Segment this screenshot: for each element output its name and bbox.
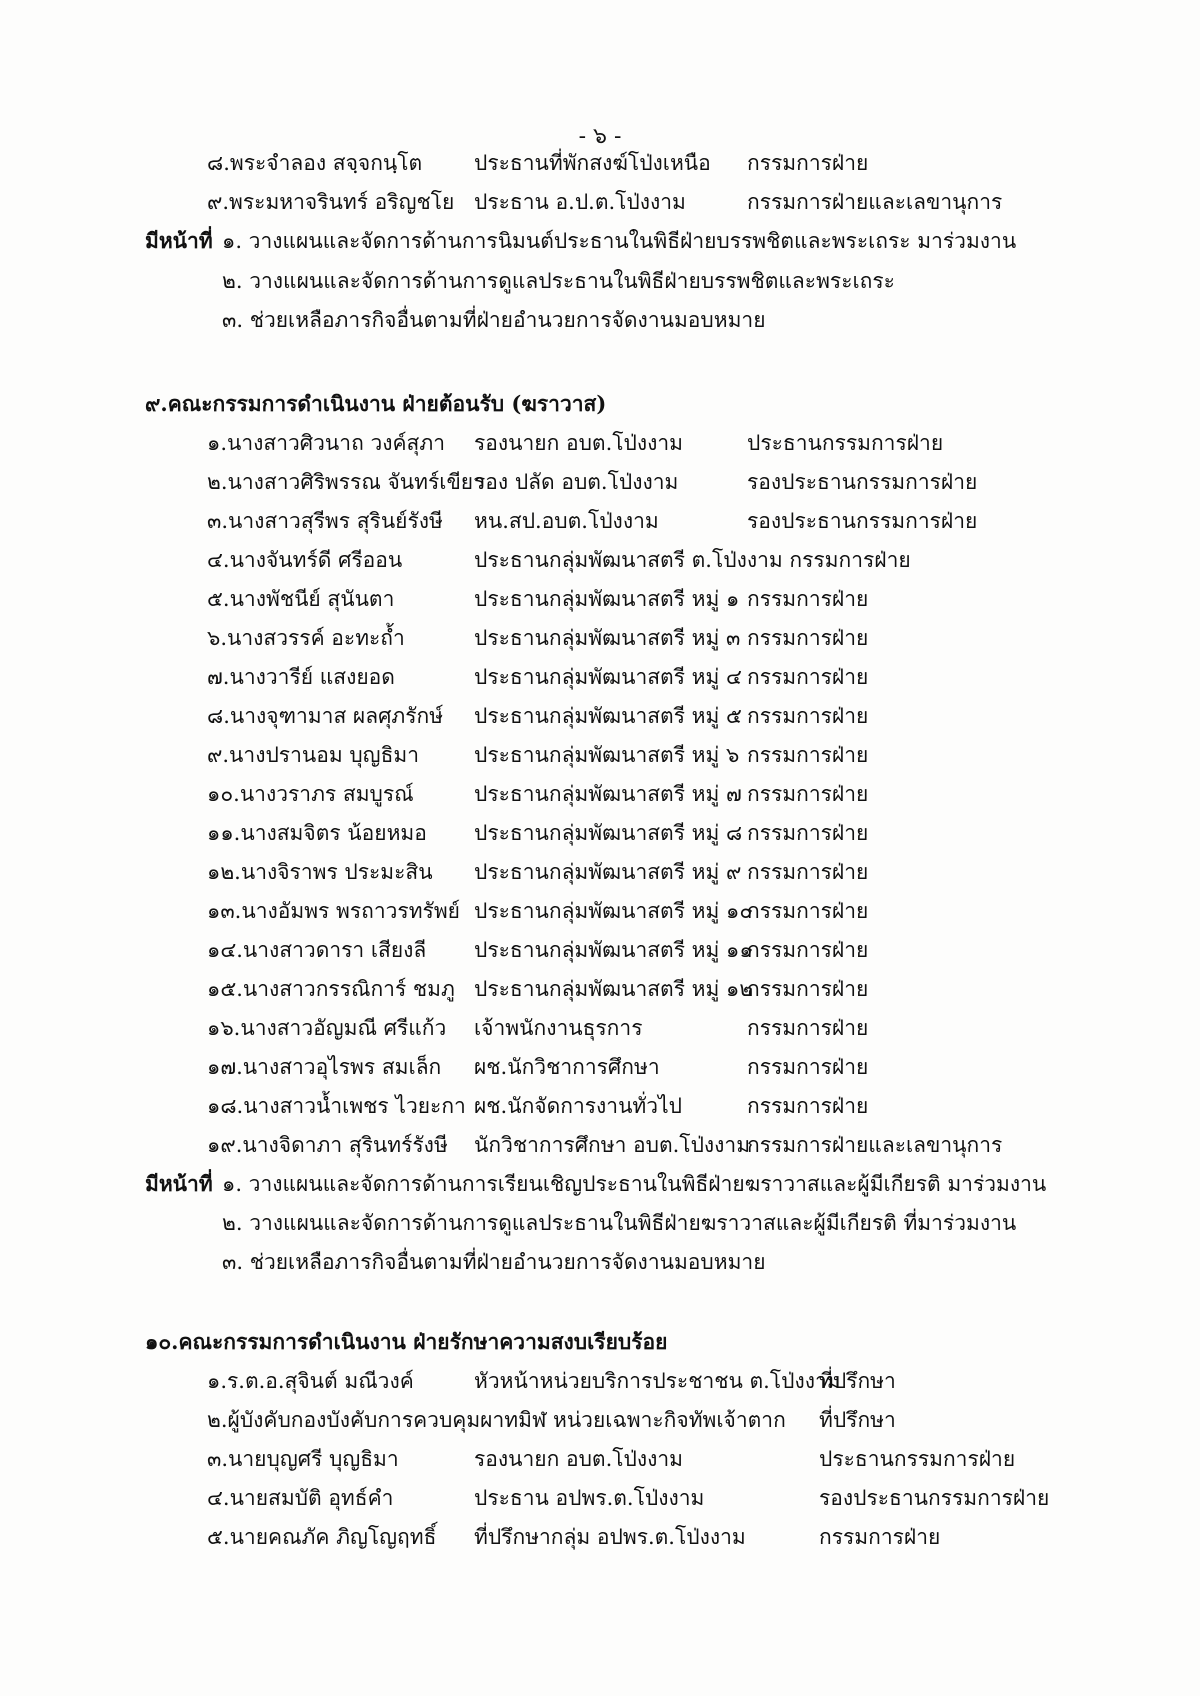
member-name: ๔.นายสมบัติ อุทธ์คำ <box>207 1486 394 1510</box>
duty-item: ๑. วางแผนและจัดการด้านการเรียนเชิญประธานในพิธีฝ่ายฆราวาสและผู้มีเกียรติ มาร่วมงาน <box>222 1172 1047 1196</box>
member-position: หัวหน้าหน่วยบริการประชาชน ต.โป่งงาม <box>474 1369 841 1393</box>
member-row <box>207 145 1107 181</box>
member-name: ๑๒.นางจิราพร ประมะสิน <box>207 860 433 884</box>
member-role: รองประธานกรรมการฝ่าย <box>747 509 978 533</box>
member-role: กรรมการฝ่าย <box>819 1525 941 1549</box>
section-heading: ๙.คณะกรรมการดำเนินงาน ฝ่ายต้อนรับ (ฆราวาส) <box>145 391 607 416</box>
member-row <box>207 1363 1107 1399</box>
member-name: ๒.ผู้บังคับกองบังคับการควบคุมผาทมิฬ หน่วยเฉพาะกิจทัพเจ้าตาก <box>207 1408 786 1432</box>
member-position: ประธานกลุ่มพัฒนาสตรี หมู่ ๑๐ <box>474 899 753 923</box>
member-role: รองประธานกรรมการฝ่าย <box>819 1486 1050 1510</box>
member-name: ๒.นางสาวศิริพรรณ จันทร์เขียว <box>207 470 485 494</box>
member-position: ประธานกลุ่มพัฒนาสตรี หมู่ ๖ <box>474 743 740 767</box>
member-name: ๑.นางสาวศิวนาถ วงค์สุภา <box>207 431 446 455</box>
member-role: กรรมการฝ่าย <box>747 860 869 884</box>
member-position: ประธานกลุ่มพัฒนาสตรี หมู่ ๘ <box>474 821 743 845</box>
member-name: ๑๔.นางสาวดารา เสียงลี <box>207 938 427 962</box>
member-position: ประธานกลุ่มพัฒนาสตรี หมู่ ๙ <box>474 860 742 884</box>
member-name: ๑๘.นางสาวน้ำเพชร ไวยะกา <box>207 1094 466 1118</box>
member-row <box>207 659 1107 695</box>
member-name: ๘.นางจุฑามาส ผลศุภรักษ์ <box>207 704 444 728</box>
member-name: ๗.นางวารีย์ แสงยอด <box>207 665 395 689</box>
member-role: รองประธานกรรมการฝ่าย <box>747 470 978 494</box>
member-position: ที่ปรึกษากลุ่ม อปพร.ต.โป่งงาม <box>474 1525 746 1549</box>
member-role: กรรมการฝ่ายและเลขานุการ <box>747 190 1003 214</box>
member-name: ๙.พระมหาจรินทร์ อริญชโย <box>207 190 455 214</box>
member-name: ๑๓.นางอัมพร พรถาวรทรัพย์ <box>207 899 460 923</box>
member-role: ที่ปรึกษา <box>819 1408 896 1432</box>
member-row <box>207 1127 1107 1163</box>
member-row <box>207 1010 1107 1046</box>
member-role: ที่ปรึกษา <box>819 1369 896 1393</box>
member-position: ประธานที่พักสงฆ์โป่งเหนือ <box>474 151 711 175</box>
member-position: นักวิชาการศึกษา อบต.โป่งงาม <box>474 1133 751 1157</box>
member-row <box>207 184 1107 220</box>
member-position: ประธานกลุ่มพัฒนาสตรี หมู่ ๗ <box>474 782 742 806</box>
member-name: ๑.ร.ต.อ.สุจินต์ มณีวงค์ <box>207 1369 414 1393</box>
member-row <box>207 503 1107 539</box>
member-row <box>207 1402 1107 1438</box>
member-position: รองนายก อบต.โป่งงาม <box>474 1447 683 1471</box>
member-name: ๓.นางสาวสุรีพร สุรินย์รังษี <box>207 509 443 533</box>
member-row <box>207 542 1107 578</box>
member-position: ประธาน อปพร.ต.โป่งงาม <box>474 1486 705 1510</box>
member-role: กรรมการฝ่าย <box>747 743 869 767</box>
member-row <box>207 1049 1107 1085</box>
member-row <box>207 971 1107 1007</box>
page-number: - ๖ - <box>578 124 622 149</box>
member-position: ประธานกลุ่มพัฒนาสตรี หมู่ ๑ <box>474 587 740 611</box>
member-role: กรรมการฝ่าย <box>747 1055 869 1079</box>
member-role: กรรมการฝ่าย <box>747 626 869 650</box>
member-row <box>207 932 1107 968</box>
member-name: ๖.นางสวรรค์ อะทะถ้ำ <box>207 626 405 650</box>
member-position: ผช.นักจัดการงานทั่วไป <box>474 1094 682 1118</box>
duty-label: มีหน้าที่ <box>145 1171 213 1196</box>
member-role: ประธานกรรมการฝ่าย <box>747 431 944 455</box>
member-row <box>207 464 1107 500</box>
member-position: เจ้าพนักงานธุรการ <box>474 1016 643 1040</box>
member-role: กรรมการฝ่าย <box>747 782 869 806</box>
duty-label: มีหน้าที่ <box>145 228 213 253</box>
member-position: หน.สป.อบต.โป่งงาม <box>474 509 659 533</box>
duty-item: ๒. วางแผนและจัดการด้านการดูแลประธานในพิธีฝ่ายบรรพชิตและพระเถระ <box>222 269 895 293</box>
member-role: กรรมการฝ่าย <box>747 821 869 845</box>
duty-item: ๒. วางแผนและจัดการด้านการดูแลประธานในพิธีฝ่ายฆราวาสและผู้มีเกียรติ ที่มาร่วมงาน <box>222 1211 1017 1235</box>
member-row <box>207 1480 1107 1516</box>
member-position: รอง ปลัด อบต.โป่งงาม <box>474 470 679 494</box>
member-name: ๓.นายบุญศรี บุญธิมา <box>207 1447 399 1471</box>
member-name: ๑๙.นางจิดาภา สุรินทร์รังษี <box>207 1133 448 1157</box>
member-role: กรรมการฝ่าย <box>747 1094 869 1118</box>
member-name: ๑๕.นางสาวกรรณิการ์ ชมภู <box>207 977 455 1001</box>
member-row <box>207 698 1107 734</box>
section-heading: ๑๐.คณะกรรมการดำเนินงาน ฝ่ายรักษาความสงบเรียบร้อย <box>145 1329 668 1354</box>
member-role: กรรมการฝ่ายและเลขานุการ <box>747 1133 1003 1157</box>
member-name: ๑๗.นางสาวอุไรพร สมเล็ก <box>207 1055 442 1079</box>
duty-item: ๑. วางแผนและจัดการด้านการนิมนต์ประธานในพิธีฝ่ายบรรพชิตและพระเถระ มาร่วมงาน <box>222 229 1017 253</box>
member-position: ประธานกลุ่มพัฒนาสตรี หมู่ ๑๑ <box>474 938 753 962</box>
member-row <box>207 620 1107 656</box>
member-position: ประธานกลุ่มพัฒนาสตรี หมู่ ๓ <box>474 626 741 650</box>
member-row <box>207 1441 1107 1477</box>
member-position: ประธานกลุ่มพัฒนาสตรี หมู่ ๔ <box>474 665 742 689</box>
member-role: กรรมการฝ่าย <box>747 1016 869 1040</box>
member-row <box>207 1088 1107 1124</box>
member-row <box>207 425 1107 461</box>
member-name: ๑๖.นางสาวอัญมณี ศรีแก้ว <box>207 1016 447 1040</box>
member-role: กรรมการฝ่าย <box>747 704 869 728</box>
member-name: ๔.นางจันทร์ดี ศรีออน <box>207 548 403 572</box>
duty-item: ๓. ช่วยเหลือภารกิจอื่นตามที่ฝ่ายอำนวยการจัดงานมอบหมาย <box>222 308 766 332</box>
member-row <box>207 776 1107 812</box>
member-row <box>207 581 1107 617</box>
member-role: กรรมการฝ่าย <box>747 899 869 923</box>
member-row <box>207 737 1107 773</box>
member-name: ๙.นางปรานอม บุญธิมา <box>207 743 420 767</box>
member-role: กรรมการฝ่าย <box>747 977 869 1001</box>
member-row <box>207 854 1107 890</box>
member-position: ประธานกลุ่มพัฒนาสตรี ต.โป่งงาม กรรมการฝ่าย <box>474 548 911 572</box>
member-name: ๑๐.นางวราภร สมบูรณ์ <box>207 782 414 806</box>
member-role: กรรมการฝ่าย <box>747 938 869 962</box>
member-role: กรรมการฝ่าย <box>747 587 869 611</box>
member-row <box>207 1519 1107 1555</box>
member-position: ผช.นักวิชาการศึกษา <box>474 1055 660 1079</box>
member-role: ประธานกรรมการฝ่าย <box>819 1447 1016 1471</box>
member-name: ๑๑.นางสมจิตร น้อยหมอ <box>207 821 427 845</box>
member-name: ๕.นางพัชนีย์ สุนันตา <box>207 587 395 611</box>
member-position: รองนายก อบต.โป่งงาม <box>474 431 683 455</box>
member-position: ประธานกลุ่มพัฒนาสตรี หมู่ ๕ <box>474 704 742 728</box>
member-row <box>207 893 1107 929</box>
member-name: ๘.พระจำลอง สจฺจกนฺโต <box>207 151 423 175</box>
member-position: ประธานกลุ่มพัฒนาสตรี หมู่ ๑๒ <box>474 977 754 1001</box>
member-role: กรรมการฝ่าย <box>747 151 869 175</box>
member-position: ประธาน อ.ป.ต.โป่งงาม <box>474 190 686 214</box>
member-name: ๕.นายคณภัค ภิญโญฤทธิ์ <box>207 1525 437 1549</box>
duty-item: ๓. ช่วยเหลือภารกิจอื่นตามที่ฝ่ายอำนวยการจัดงานมอบหมาย <box>222 1250 766 1274</box>
member-role: กรรมการฝ่าย <box>747 665 869 689</box>
member-row <box>207 815 1107 851</box>
